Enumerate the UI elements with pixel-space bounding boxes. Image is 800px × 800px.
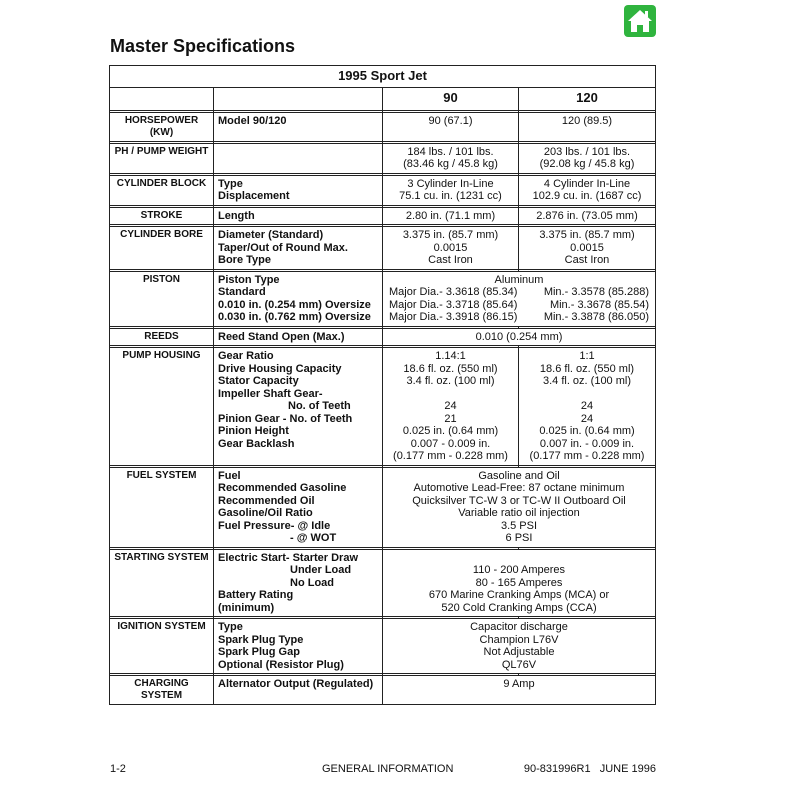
category-piston: PISTON xyxy=(110,271,214,326)
labels-fuel-system: Fuel Recommended Gasoline Recommended Oil Gasoline/Oil Ratio Fuel Pressure- @ Idle - @ WOT xyxy=(214,467,383,547)
value-stroke-120: 2.876 in. (73.05 mm) xyxy=(519,207,656,225)
home-icon xyxy=(624,5,656,37)
category-horsepower: HORSEPOWER (KW) xyxy=(110,112,214,141)
category-pump-housing: PUMP HOUSING xyxy=(110,348,214,466)
value-bore-120: 3.375 in. (85.7 mm) 0.0015 Cast Iron xyxy=(519,227,656,270)
category-starting-system: STARTING SYSTEM xyxy=(110,549,214,617)
category-weight: PH / PUMP WEIGHT xyxy=(110,143,214,173)
column-120: 120 xyxy=(519,87,656,110)
labels-pump-housing: Gear Ratio Drive Housing Capacity Stator Capacity Impeller Shaft Gear- No. of Teeth Pinion Gear - No. of Teeth Pinion Height Gear Backlash xyxy=(214,348,383,466)
row-reeds xyxy=(110,328,656,346)
label-weight xyxy=(214,143,383,173)
row-piston xyxy=(110,271,656,326)
row-stroke xyxy=(110,207,656,225)
row-charging-system xyxy=(110,676,656,705)
category-fuel-system: FUEL SYSTEM xyxy=(110,467,214,547)
value-hp-90: 90 (67.1) xyxy=(383,112,519,141)
row-starting-system xyxy=(110,549,656,617)
row-cylinder-bore xyxy=(110,227,656,270)
value-weight-120: 203 lbs. / 101 lbs. (92.08 kg / 45.8 kg) xyxy=(519,143,656,173)
footer-section: GENERAL INFORMATION xyxy=(322,763,454,775)
label-reed-stand: Reed Stand Open (Max.) xyxy=(214,328,383,346)
labels-ignition-system: Type Spark Plug Type Spark Plug Gap Optional (Resistor Plug) xyxy=(214,619,383,674)
label-model: Model 90/120 xyxy=(214,112,383,141)
value-ignition-system: Capacitor discharge Champion L76V Not Adjustable QL76V xyxy=(383,619,656,674)
column-90: 90 xyxy=(383,87,519,110)
footer-doc-id: 90-831996R1 JUNE 1996 xyxy=(523,763,656,775)
category-cylinder-bore: CYLINDER BORE xyxy=(110,227,214,270)
value-weight-90: 184 lbs. / 101 lbs. (83.46 kg / 45.8 kg) xyxy=(383,143,519,173)
footer-page-number: 1-2 xyxy=(110,763,126,775)
category-reeds: REEDS xyxy=(110,328,214,346)
value-cyl-120: 4 Cylinder In-Line 102.9 cu. in. (1687 cc) xyxy=(519,175,656,205)
row-pump-housing xyxy=(110,348,656,466)
value-starting-system: 110 - 200 Amperes 80 - 165 Amperes 670 Marine Cranking Amps (MCA) or 520 Cold Cranking Amps (CCA) xyxy=(383,549,656,617)
labels-piston: Piston Type Standard 0.010 in. (0.254 mm) Oversize 0.030 in. (0.762 mm) Oversize xyxy=(214,271,383,326)
column-header-row xyxy=(110,87,656,110)
home-button[interactable] xyxy=(624,5,656,37)
spec-table-wrapper xyxy=(109,65,655,705)
label-alternator-output: Alternator Output (Regulated) xyxy=(214,676,383,705)
value-cyl-90: 3 Cylinder In-Line 75.1 cu. in. (1231 cc) xyxy=(383,175,519,205)
value-reeds: 0.010 (0.254 mm) xyxy=(383,328,656,346)
value-charging-system: 9 Amp xyxy=(383,676,656,705)
value-hp-120: 120 (89.5) xyxy=(519,112,656,141)
row-cylinder-block xyxy=(110,175,656,205)
value-stroke-90: 2.80 in. (71.1 mm) xyxy=(383,207,519,225)
table-caption: 1995 Sport Jet xyxy=(110,66,656,88)
label-length: Length xyxy=(214,207,383,225)
row-weight xyxy=(110,143,656,173)
labels-cylinder-bore: Diameter (Standard) Taper/Out of Round Max. Bore Type xyxy=(214,227,383,270)
value-fuel-system: Gasoline and Oil Automotive Lead-Free: 87 octane minimum Quicksilver TC-W 3 or TC-W II Outboard Oil Variable ratio oil injection 3.5 PSI 6 PSI xyxy=(383,467,656,547)
category-charging-system: CHARGING SYSTEM xyxy=(110,676,214,705)
table-caption-row xyxy=(110,66,656,88)
value-bore-90: 3.375 in. (85.7 mm) 0.0015 Cast Iron xyxy=(383,227,519,270)
row-ignition-system xyxy=(110,619,656,674)
category-ignition-system: IGNITION SYSTEM xyxy=(110,619,214,674)
piston-type-value: Aluminum xyxy=(494,273,544,286)
category-cylinder-block: CYLINDER BLOCK xyxy=(110,175,214,205)
spec-table xyxy=(109,65,656,705)
row-fuel-system xyxy=(110,467,656,547)
labels-starting-system: Electric Start- Starter Draw Under Load No Load Battery Rating (minimum) xyxy=(214,549,383,617)
value-pump-90: 1.14:1 18.6 fl. oz. (550 ml) 3.4 fl. oz. (100 ml) 24 21 0.025 in. (0.64 mm) 0.007 - 0.009 in. (0.177 mm - 0.228 mm) xyxy=(383,348,519,466)
value-pump-120: 1:1 18.6 fl. oz. (550 ml) 3.4 fl. oz. (100 ml) 24 24 0.025 in. (0.64 mm) 0.007 in. - 0.009 in. (0.177 mm - 0.228 mm) xyxy=(519,348,656,466)
row-horsepower xyxy=(110,112,656,141)
value-piston: Aluminum Major Dia.- 3.3618 (85.34) Min.- 3.3578 (85.288) Major Dia.- 3.3718 (85.64) Min.- 3.3678 (85.54) Major Dia.- 3.3918 (86.15) Min.- 3.3878 (86.050) xyxy=(383,271,656,326)
page-title: Master Specifications xyxy=(110,36,296,56)
labels-cylinder-block: Type Displacement xyxy=(214,175,383,205)
category-stroke: STROKE xyxy=(110,207,214,225)
